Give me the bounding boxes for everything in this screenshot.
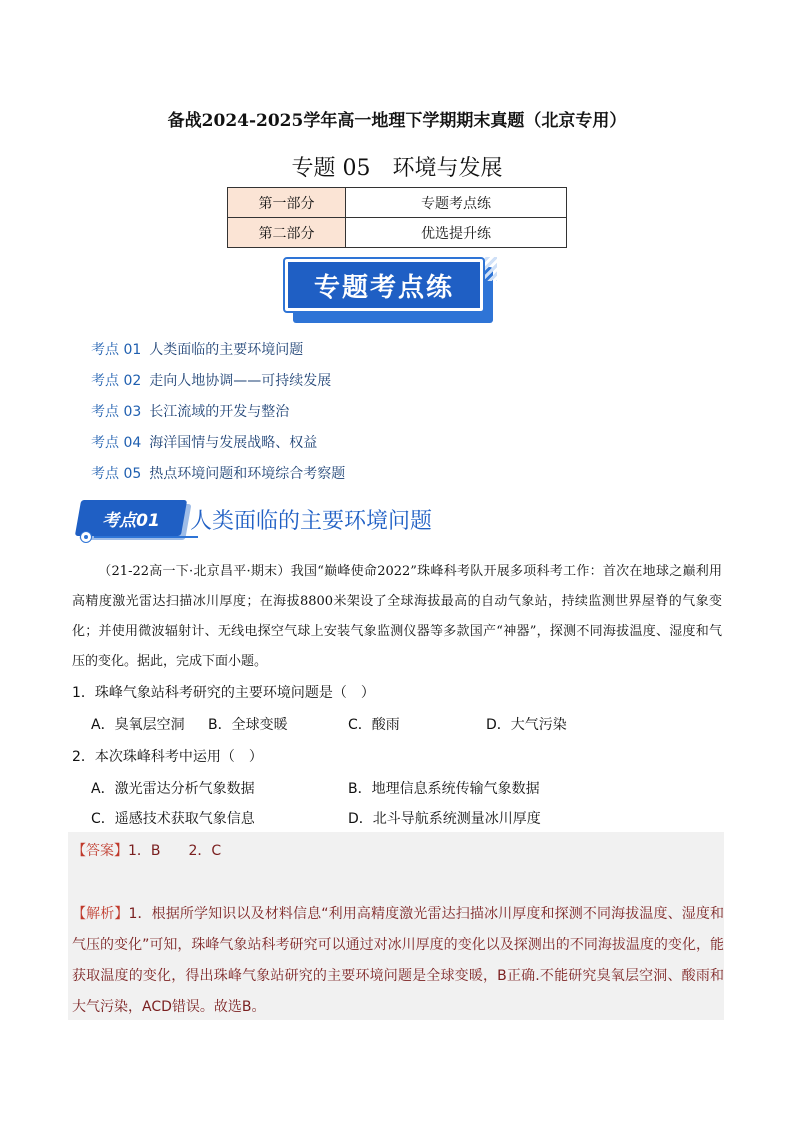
explanation-label: 【解析】 xyxy=(72,906,129,922)
topic-number: 考点 05 xyxy=(91,466,142,482)
topic-title: 专题 05 环境与发展 xyxy=(291,156,503,181)
section-banner xyxy=(283,257,497,325)
topic-text: 海洋国情与发展战略、权益 xyxy=(149,435,318,451)
topic-number: 考点 03 xyxy=(91,404,142,420)
question-stem: 2．本次珠峰科考中运用（ ） xyxy=(72,749,263,765)
part-label: 第二部分 xyxy=(228,218,346,248)
explanation xyxy=(72,899,724,1023)
answer-option: B．全球变暖 xyxy=(208,717,288,733)
answer-option: C．酸雨 xyxy=(348,717,400,733)
answer-option: D．北斗导航系统测量冰川厚度 xyxy=(348,811,541,827)
list-item xyxy=(91,339,345,370)
section-header xyxy=(78,498,778,546)
banner-text: 专题考点练 xyxy=(313,272,454,303)
part-name: 优选提升练 xyxy=(346,218,567,248)
section-title: 人类面临的主要环境问题 xyxy=(190,509,433,534)
passage-text: （21-22高一下·北京昌平·期末）我国“巅峰使命2022”珠峰科考队开展多项科考工作：首次在地球之巅利用高精度激光雷达扫描冰川厚度；在海拔8800米架设了全球海拔最高的自动气象站，持续监测世界屋脊的气象变化；并使用微波辐射计、无线电探空气球上安装气象监测仪器等多款国产“神器”，探测不同海拔温度、湿度和气压的变化。据此，完成下面小题。 xyxy=(72,564,722,669)
list-item xyxy=(91,432,345,463)
explanation-text: 1．根据所学知识以及材料信息“利用高精度激光雷达扫描冰川厚度和探测不同海拔温度、湿度和气压的变化”可知，珠峰气象站科考研究可以通过对冰川厚度的变化以及探测出的不同海拔温度的变化，能获取温度的变化，得出珠峰气象站研究的主要环境问题是全球变暖，B正确.不能研究臭氧层空洞、酸雨和大气污染，ACD错误。故选B。 xyxy=(72,906,724,1015)
topic-number: 考点 04 xyxy=(91,435,142,451)
list-item xyxy=(91,370,345,401)
answer-line xyxy=(72,840,221,860)
topic-text: 人类面临的主要环境问题 xyxy=(149,342,304,358)
list-item xyxy=(91,401,345,432)
part-label: 第一部分 xyxy=(228,188,346,218)
answer-section xyxy=(68,832,724,1020)
answer-option: C．遥感技术获取气象信息 xyxy=(91,811,255,827)
answer-label: 【答案】 xyxy=(72,843,128,859)
section-underline xyxy=(94,536,198,538)
topic-text: 热点环境问题和环境综合考察题 xyxy=(149,466,346,482)
table-row xyxy=(228,218,567,248)
answer-text: 1．B 2．C xyxy=(128,843,222,859)
answer-option: D．大气污染 xyxy=(486,717,567,733)
answer-option: A．臭氧层空洞 xyxy=(91,717,185,733)
question-stem: 1．珠峰气象站科考研究的主要环境问题是（ ） xyxy=(72,685,375,701)
answer-option: A．激光雷达分析气象数据 xyxy=(91,781,255,797)
table-row xyxy=(228,188,567,218)
section-tag: 考点01 xyxy=(102,510,160,531)
part-name: 专题考点练 xyxy=(346,188,567,218)
topic-number: 考点 02 xyxy=(91,373,142,389)
banner-box xyxy=(285,259,483,311)
list-item xyxy=(91,463,345,494)
answer-option: B．地理信息系统传输气象数据 xyxy=(348,781,540,797)
topic-list xyxy=(91,339,345,494)
parts-table xyxy=(227,187,567,248)
topic-text: 走向人地协调——可持续发展 xyxy=(149,373,332,389)
topic-number: 考点 01 xyxy=(91,342,142,358)
reading-passage xyxy=(72,557,722,677)
topic-text: 长江流域的开发与整治 xyxy=(149,404,290,420)
circle-dot-icon xyxy=(80,531,92,543)
document-title: 备战2024-2025学年高一地理下学期期末真题（北京专用） xyxy=(167,111,627,131)
